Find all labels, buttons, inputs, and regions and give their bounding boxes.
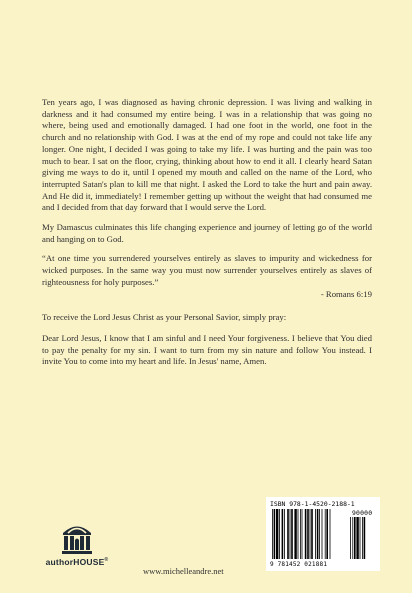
story-paragraph: Ten years ago, I was diagnosed as having chronic depression. I was living and walking in darkness and it had consumed my entire being. I was in a relationship that was going no where, being used and emotionally damaged. I had one foot in the world, one foot in the church and no relationship with God. I was at the end of my rope and could not take life any longer. One night, I decided I was going to take my life. I was hurting and the pain was too much to bear. I sat on the floor, crying, thinking about how to end it all. I clearly heard Satan giving me ways to do it, until I opened my mouth and called on the name of the Lord, who interrupted Satan's plan to kill me that night. I asked the Lord to take the hurt and pain away. And He did it, immediately! I remember getting up without the weight that had consumed me and I decided from that day forward that I would serve the Lord. — [42, 97, 372, 213]
price-code: 90000 — [352, 509, 373, 517]
author-website: www.michelleandre.net — [143, 566, 224, 576]
barcode-digits: 9 781452 021881 90000 — [270, 509, 373, 568]
authorhouse-building-icon — [60, 519, 94, 555]
publisher-logo — [42, 519, 112, 567]
isbn-label: ISBN 978-1-4520-2188-1 — [270, 500, 355, 508]
scripture-reference: - Romans 6:19 — [320, 288, 372, 299]
publisher-name: authorHOUSE® — [45, 557, 109, 567]
summary-paragraph: My Damascus culminates this life changing experience and journey of letting go of the world and hanging on to God. — [42, 222, 372, 244]
prayer-intro: To receive the Lord Jesus Christ as your Personal Savior, simply pray: — [42, 312, 287, 323]
isbn-barcode — [266, 497, 380, 571]
back-cover-text — [42, 97, 372, 368]
scripture-quote: “At one time you surrendered yourselves entirely as slaves to impurity and wickedness for wicked purposes. In the same way you must now surrender yourselves entirely as slaves of righteousness for holy purposes.” — [42, 253, 372, 287]
prayer-text: Dear Lord Jesus, I know that I am sinful and I need Your forgiveness. I believe that You died to pay the penalty for my sin. I want to turn from my sin nature and follow You instead. I invite You to come into my heart and life. In Jesus' name, Amen. — [42, 332, 372, 367]
